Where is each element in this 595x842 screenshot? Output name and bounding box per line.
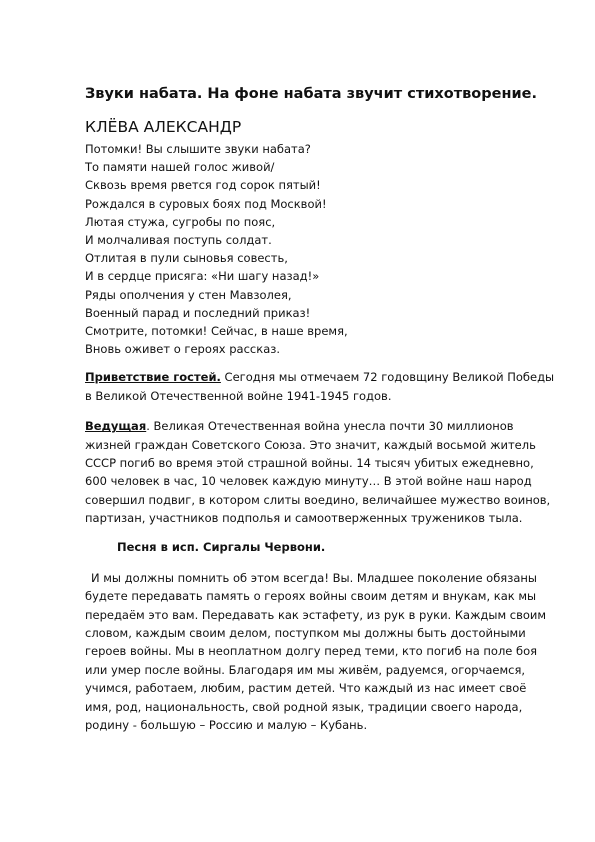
poem-line: Сквозь время рвется год сорок пятый! xyxy=(85,178,321,193)
poem-line: Потомки! Вы слышите звуки набата? xyxy=(85,142,311,156)
poem xyxy=(85,140,555,358)
host-text: . Великая Отечественная война унесла почти 30 миллионов жизней граждан Советского Союза. Это значит, каждый восьмой житель СССР погиб во время этой страшной войны. 14 тысяч убитых ежедневно, 600 человек в час, 10 человек каждую минуту… В этой войне наш народ совершил подвиг, в котором слиты воедино, величайшее мужество воинов, партизан, участников подполья и самоотверженных тружеников тыла. xyxy=(85,419,551,526)
host-label: Ведущая xyxy=(85,419,147,434)
greeting-text: Сегодня мы отмечаем 72 годовщину Великой Победы в Великой Отечественной войне 1941-1945 годов. xyxy=(85,370,555,403)
poem-author: КЛЁВА АЛЕКСАНДР xyxy=(85,118,242,136)
poem-line: Рождался в суровых боях под Москвой! xyxy=(85,196,327,211)
poem-line: Военный парад и последний приказ! xyxy=(85,305,311,320)
document-page xyxy=(85,84,555,734)
greeting-paragraph xyxy=(85,368,555,405)
greeting-label: Приветствие гостей. xyxy=(85,370,221,385)
poem-line: Вновь оживет о героях рассказ. xyxy=(85,342,281,357)
poem-line: Ряды ополчения у стен Мавзолея, xyxy=(85,287,292,302)
song-line: Песня в исп. Сиргалы Червони. xyxy=(117,539,326,554)
scene-heading: Звуки набата. На фоне набата звучит стихотворение. xyxy=(85,86,537,102)
poem-line: Отлитая в пули сыновья совесть, xyxy=(85,251,288,266)
host-paragraph xyxy=(85,417,555,527)
poem-line: Лютая стужа, сугробы по пояс, xyxy=(85,214,276,229)
poem-line: Смотрите, потомки! Сейчас, в наше время, xyxy=(85,324,348,339)
poem-line: То памяти нашей голос живой/ xyxy=(85,160,275,175)
closing-paragraph: И мы должны помнить об этом всегда! Вы. Младшее поколение обязаны будете передавать память о героях войны своим детям и внукам, как мы передаём это вам. Передавать как эстафету, из рук в руки. Каждым своим словом, каждым своим делом, поступком мы должны быть достойными героев войны. Мы в неоплатном долгу перед теми, кто погиб на поле боя или умер после войны. Благодаря им мы живём, радуемся, огорчаемся, учимся, работаем, любим, растим детей. Что каждый из нас имеет своё имя, род, национальность, свой родной язык, традиции своего народа, родину - большую – Россию и малую – Кубань. xyxy=(85,570,547,732)
poem-line: И в сердце присяга: «Ни шагу назад!» xyxy=(85,269,320,284)
poem-line: И молчаливая поступь солдат. xyxy=(85,233,272,248)
